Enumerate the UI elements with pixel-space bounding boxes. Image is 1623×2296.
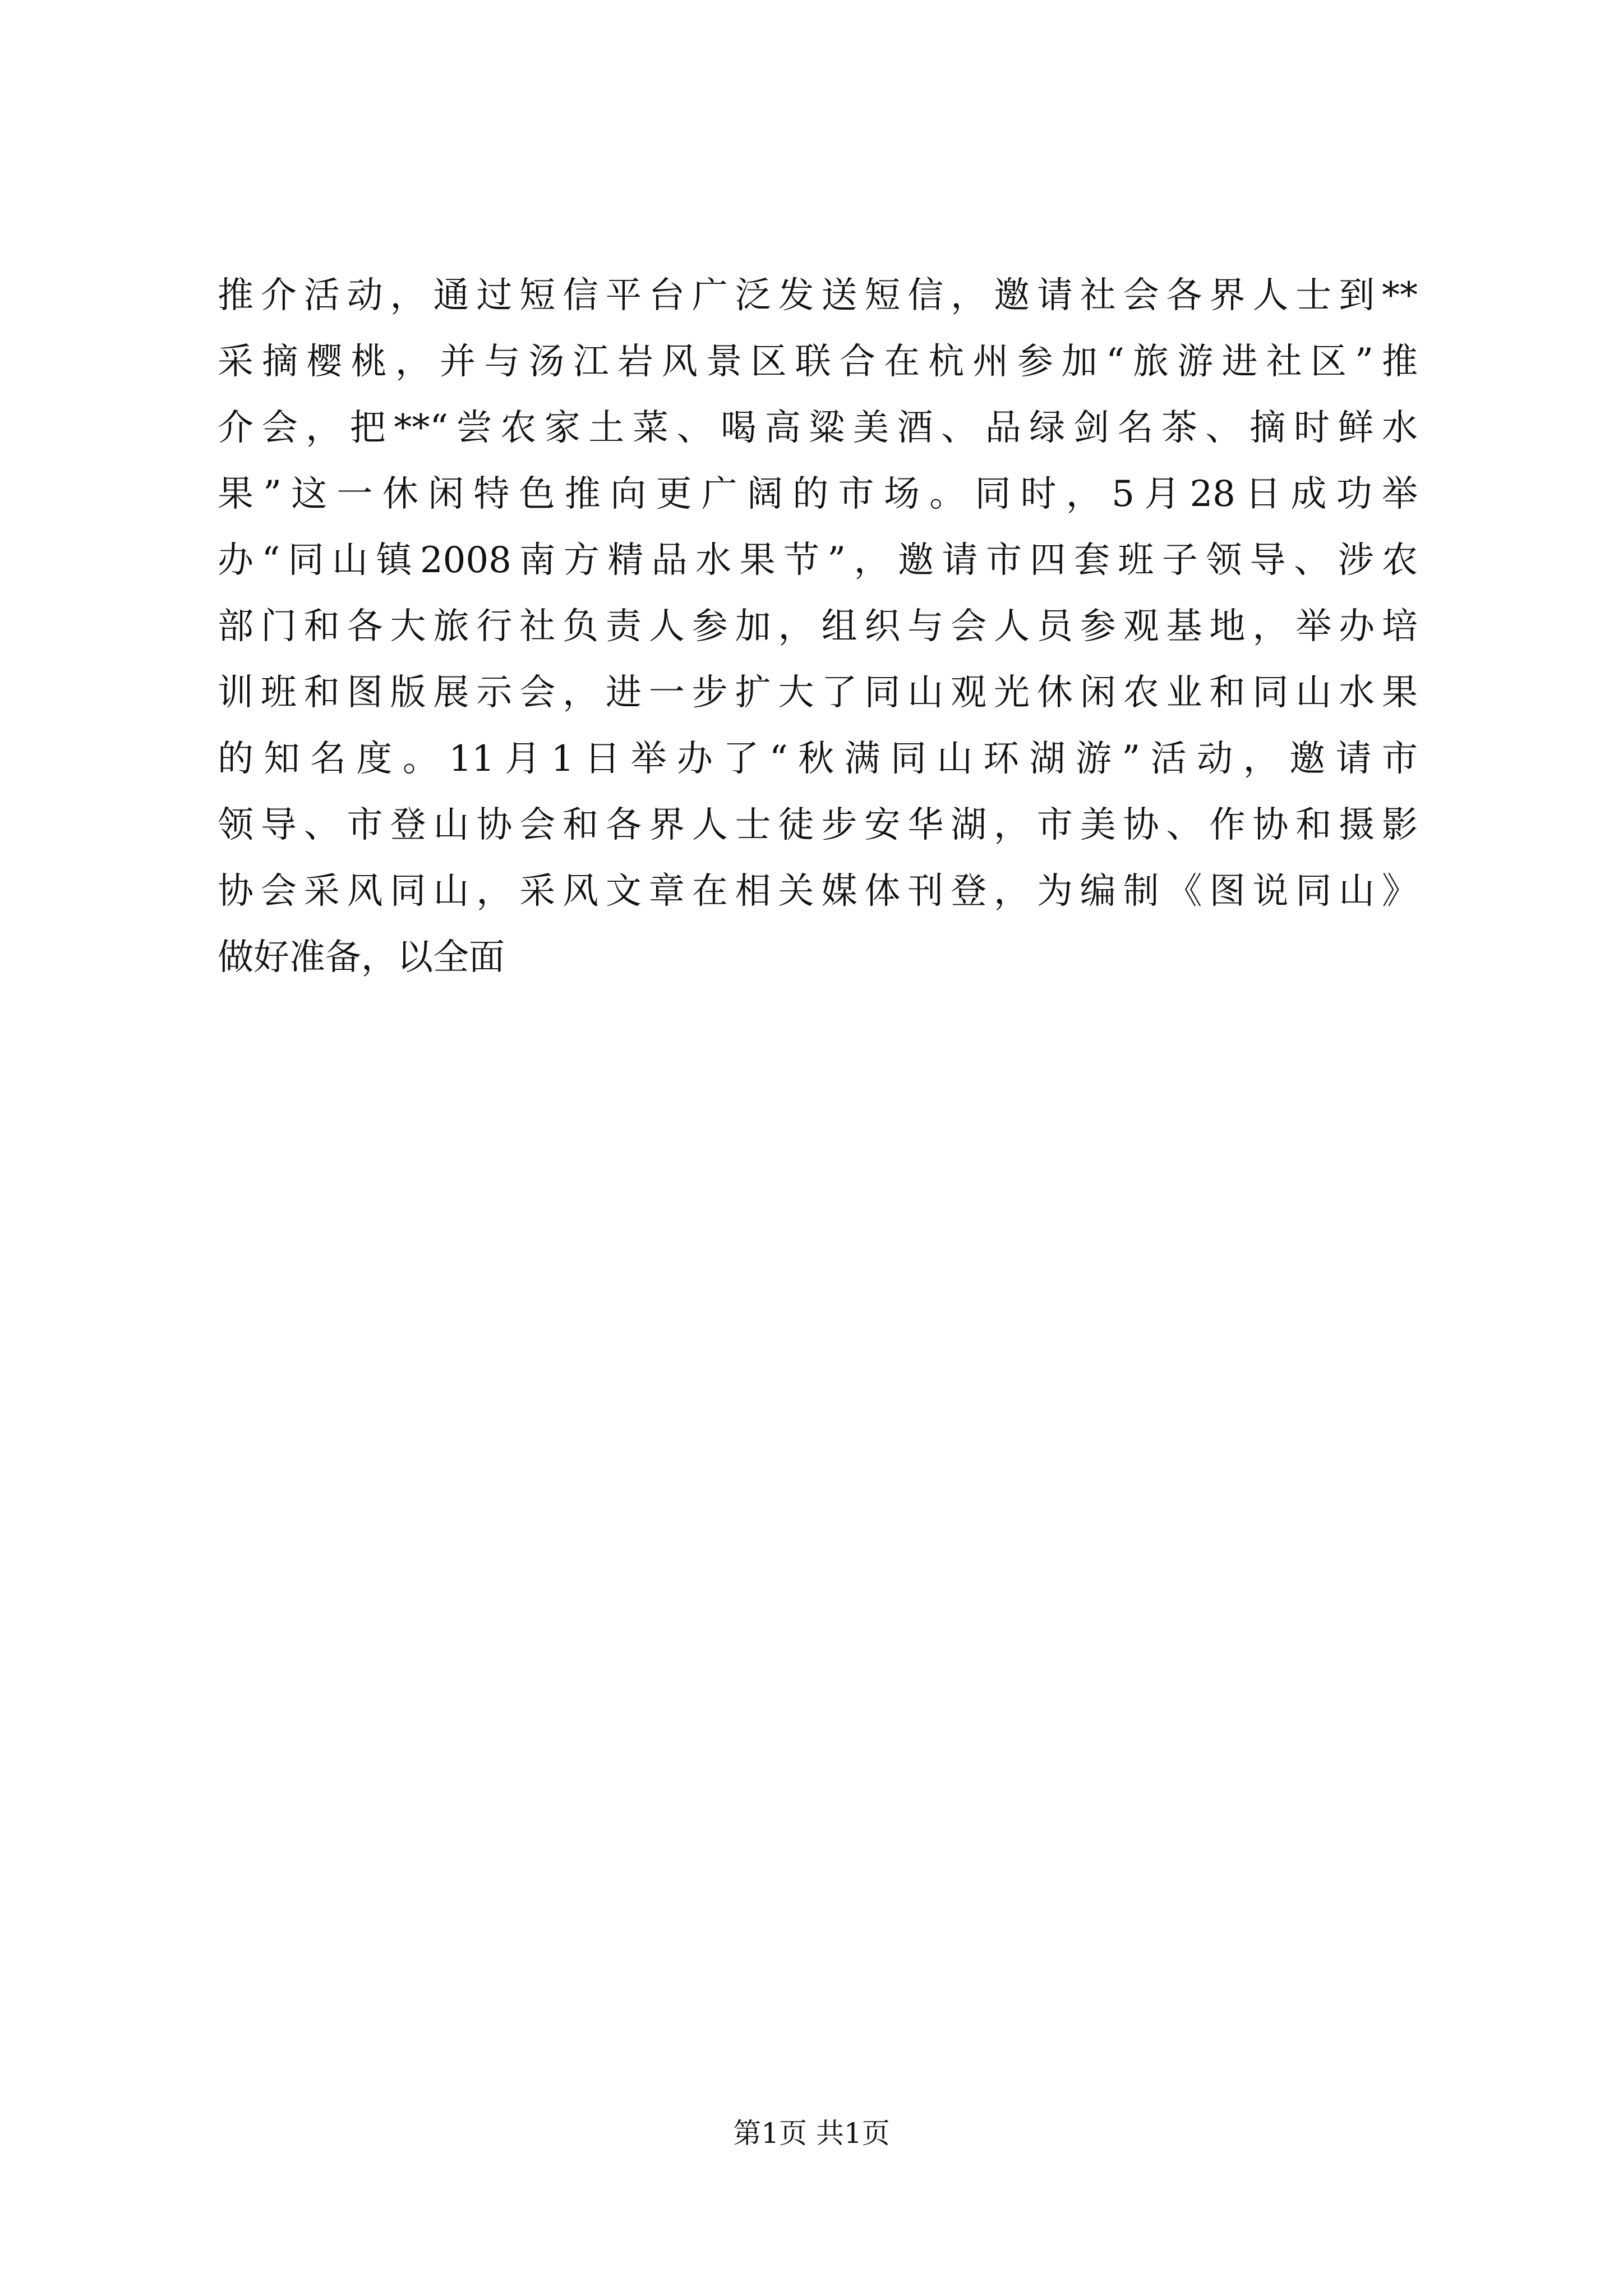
text-line: 领导、市登山协会和各界人士徒步安华湖，市美协、作协和摄影 bbox=[218, 804, 1418, 846]
text-line: 办“同山镇2008南方精品水果节”，邀请市四套班子领导、涉农 bbox=[218, 540, 1418, 581]
text-line: 的知名度。11月1日举办了“秋满同山环湖游”活动，邀请市 bbox=[218, 738, 1418, 780]
text-line: 采摘樱桃，并与汤江岩风景区联合在杭州参加“旅游进社区”推 bbox=[218, 341, 1418, 383]
page-footer bbox=[0, 2114, 1623, 2153]
text-line: 训班和图版展示会，进一步扩大了同山观光休闲农业和同山水果 bbox=[218, 672, 1418, 714]
text-line: 介会，把**“尝农家土菜、喝高粱美酒、品绿剑名茶、摘时鲜水 bbox=[218, 407, 1418, 449]
text-line: 推介活动，通过短信平台广泛发送短信，邀请社会各界人士到** bbox=[218, 275, 1418, 316]
text-line: 做好准备，以全面 bbox=[218, 937, 505, 978]
page-number-label: 第1页 共1页 bbox=[733, 2117, 890, 2150]
text-line: 协会采风同山，采风文章在相关媒体刊登，为编制《图说同山》 bbox=[218, 871, 1418, 912]
text-line: 部门和各大旅行社负责人参加，组织与会人员参观基地，举办培 bbox=[218, 606, 1418, 647]
body-paragraph bbox=[218, 263, 1418, 991]
text-line: 果”这一休闲特色推向更广阔的市场。同时，5月28日成功举 bbox=[218, 473, 1418, 515]
